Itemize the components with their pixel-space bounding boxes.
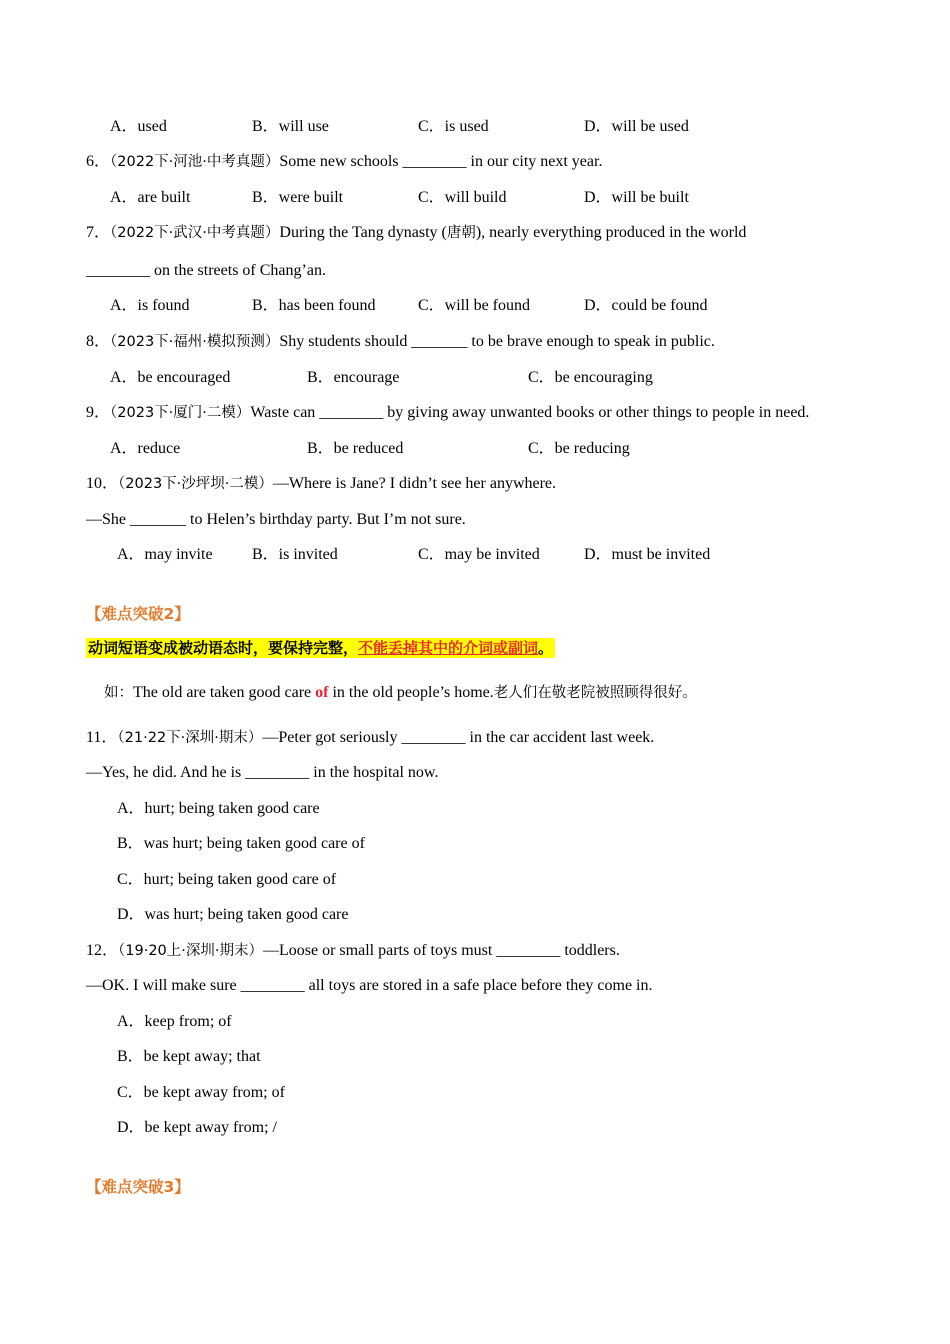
q10-source: （2023下·沙坪坝·二模）: [118, 476, 273, 492]
rule-text-end: 。: [538, 639, 554, 657]
q5-option-a: A．used: [110, 118, 167, 135]
q9-number: 9．: [86, 404, 111, 421]
q12-source: （19·20上·深圳·期末）: [118, 943, 263, 959]
question-7: [86, 223, 746, 243]
q8-option-c: C．be encouraging: [528, 369, 653, 386]
q11-number: 11．: [86, 729, 118, 746]
q6-source: （2022下·河池·中考真题）: [110, 154, 280, 170]
q12-stem-line2: —OK. I will make sure ________ all toys are stored in a safe place before they come in.: [86, 977, 653, 994]
q8-option-b: B．encourage: [307, 369, 400, 386]
q7-stem-b: ), nearly everything produced in the world: [475, 224, 747, 241]
q11-stem: —Peter got seriously ________ in the car accident last week.: [262, 729, 655, 746]
q10-number: 10．: [86, 475, 119, 492]
q12-option-c: C．be kept away from; of: [117, 1084, 285, 1101]
rule-text-a: 动词短语变成被动语态时，要保持完整，: [88, 639, 359, 657]
question-12: [86, 941, 620, 961]
q12-stem: —Loose or small parts of toys must ________ toddlers.: [263, 942, 620, 959]
section-3-title: 【难点突破3】: [86, 1178, 190, 1196]
section-2-example: [104, 683, 697, 703]
example-keyword: of: [315, 684, 329, 701]
q9-option-b: B．be reduced: [307, 440, 404, 457]
example-text-b: in the old people’s home.: [328, 684, 494, 701]
q6-option-a: A．are built: [110, 189, 191, 206]
q11-option-a: A．hurt; being taken good care: [117, 800, 320, 817]
section-2-rule: [86, 638, 555, 659]
q10-stem-line2: —She _______ to Helen’s birthday party. But I’m not sure.: [86, 511, 466, 528]
q8-number: 8．: [86, 333, 111, 350]
q10-option-b: B．is invited: [252, 546, 338, 563]
question-9: [86, 403, 809, 423]
section-2-title: 【难点突破2】: [86, 605, 190, 623]
q11-option-d: D．was hurt; being taken good care: [117, 906, 349, 923]
q9-source: （2023下·厦门·二模）: [110, 405, 251, 421]
question-6: [86, 152, 602, 172]
q11-option-c: C．hurt; being taken good care of: [117, 871, 337, 888]
q12-option-d: D．be kept away from; /: [117, 1119, 277, 1136]
q5-option-d: D．will be used: [584, 118, 689, 135]
q10-option-a: A．may invite: [117, 546, 213, 563]
q6-option-c: C．will build: [418, 189, 507, 206]
q7-stem-cn: 唐朝: [446, 225, 476, 241]
q6-option-d: D．will be built: [584, 189, 689, 206]
q11-option-b: B．was hurt; being taken good care of: [117, 835, 365, 852]
q9-option-c: C．be reducing: [528, 440, 630, 457]
example-text-a: The old are taken good care: [133, 684, 316, 701]
q8-source: （2023下·福州·模拟预测）: [110, 334, 280, 350]
section-2-rule-highlight: [86, 638, 555, 658]
q6-option-b: B．were built: [252, 189, 344, 206]
q8-option-a: A．be encouraged: [110, 369, 231, 386]
question-10: [86, 474, 556, 494]
q10-option-d: D．must be invited: [584, 546, 711, 563]
q5-option-c: C．is used: [418, 118, 489, 135]
q7-option-c: C．will be found: [418, 297, 530, 314]
q6-number: 6．: [86, 153, 111, 170]
q12-option-b: B．be kept away; that: [117, 1048, 261, 1065]
q5-option-b: B．will use: [252, 118, 329, 135]
q7-source: （2022下·武汉·中考真题）: [110, 225, 280, 241]
question-11: [86, 728, 654, 748]
q11-stem-line2: —Yes, he did. And he is ________ in the hospital now.: [86, 764, 439, 781]
q12-number: 12．: [86, 942, 119, 959]
rule-text-emphasis: 不能丢掉其中的介词或副词: [358, 639, 539, 657]
example-prefix: 如：: [104, 685, 133, 701]
q7-stem-line2: ________ on the streets of Chang’an.: [86, 262, 326, 279]
q9-option-a: A．reduce: [110, 440, 181, 457]
q7-number: 7．: [86, 224, 111, 241]
q7-stem-a: During the Tang dynasty (: [279, 224, 447, 241]
q12-option-a: A．keep from; of: [117, 1013, 232, 1030]
q6-stem: Some new schools ________ in our city next year.: [279, 153, 603, 170]
q9-stem: Waste can ________ by giving away unwanted books or other things to people in need.: [250, 404, 810, 421]
q11-source: （21·22下·深圳·期末）: [117, 730, 263, 746]
q7-option-b: B．has been found: [252, 297, 376, 314]
q8-stem: Shy students should _______ to be brave enough to speak in public.: [279, 333, 715, 350]
q10-option-c: C．may be invited: [418, 546, 540, 563]
example-translation: 老人们在敬老院被照顾得很好。: [493, 685, 697, 701]
q7-option-a: A．is found: [110, 297, 190, 314]
question-8: [86, 332, 715, 352]
q10-stem: —Where is Jane? I didn’t see her anywhere.: [272, 475, 557, 492]
q7-option-d: D．could be found: [584, 297, 708, 314]
